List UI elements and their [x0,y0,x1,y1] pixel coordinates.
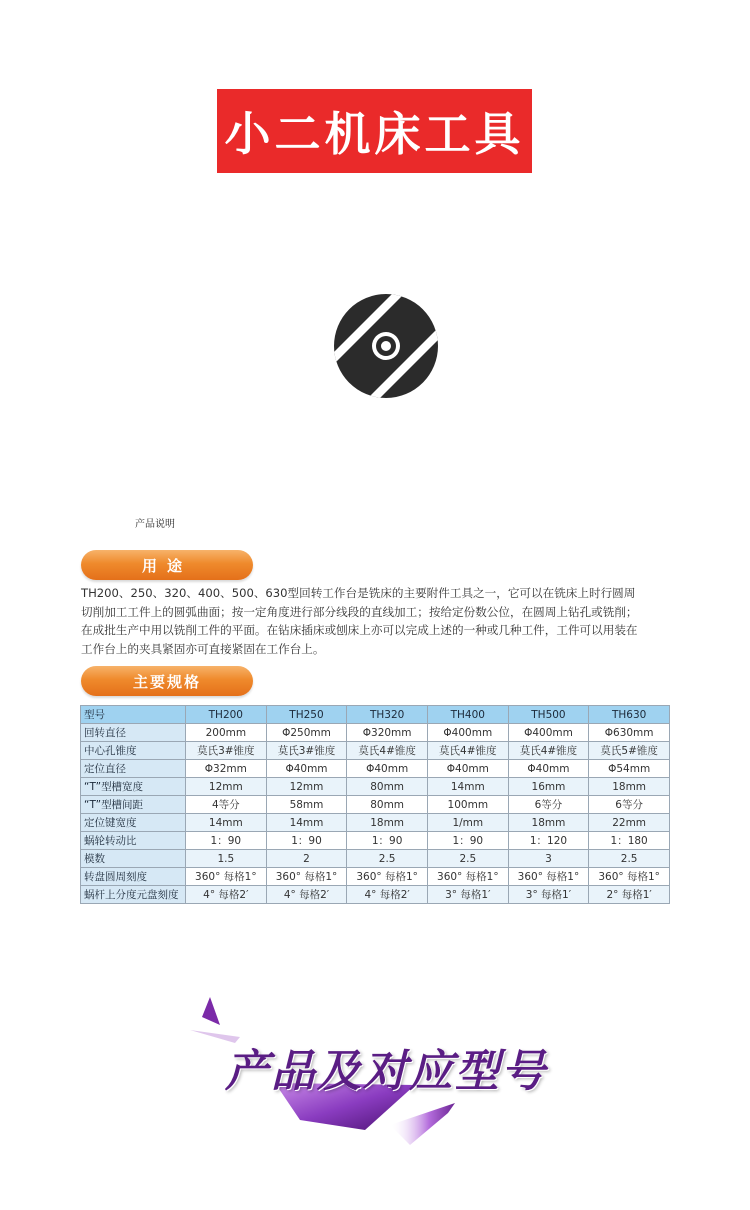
table-cell: 12mm [186,778,267,796]
table-cell: 4° 每格2′ [186,886,267,904]
table-cell: 6等分 [508,796,589,814]
table-cell: 2.5 [589,850,670,868]
table-cell: 1：90 [266,832,347,850]
table-cell: 14mm [427,778,508,796]
row-label: 中心孔锥度 [81,742,186,760]
table-cell: 4° 每格2′ [266,886,347,904]
header-cell: TH320 [347,706,428,724]
table-cell: Φ400mm [508,724,589,742]
table-cell: 3° 每格1′ [508,886,589,904]
table-cell: 1：90 [347,832,428,850]
table-cell: 2.5 [347,850,428,868]
table-cell: 200mm [186,724,267,742]
table-cell: 360° 每格1° [508,868,589,886]
table-cell: Φ54mm [589,760,670,778]
table-cell: 1：90 [427,832,508,850]
header-cell: TH250 [266,706,347,724]
table-cell: 2 [266,850,347,868]
table-cell: Φ400mm [427,724,508,742]
row-label: 定位键宽度 [81,814,186,832]
table-cell: 4° 每格2′ [347,886,428,904]
table-cell: Φ320mm [347,724,428,742]
table-cell: Φ40mm [427,760,508,778]
table-cell: 360° 每格1° [266,868,347,886]
section-spec-title: 主要规格 [132,672,201,691]
row-label: 转盘圆周刻度 [81,868,186,886]
table-cell: Φ250mm [266,724,347,742]
description-line: 切削加工工件上的圆弧曲面；按一定角度进行部分线段的直线加工；按给定份数公位，在圆周上钻孔或铣削； [81,604,638,619]
table-cell: 16mm [508,778,589,796]
table-cell: 80mm [347,796,428,814]
table-cell: Φ630mm [589,724,670,742]
table-row [81,760,670,778]
table-cell: 58mm [266,796,347,814]
table-row [81,832,670,850]
table-cell: 18mm [508,814,589,832]
table-cell: 6等分 [589,796,670,814]
row-label: 模数 [81,850,186,868]
bottom-title: 产品及对应型号 [225,1046,547,1097]
description-line: TH200、250、320、400、500、630型回转工作台是铣床的主要附件工具之一，它可以在铣床上时行圆周 [81,586,636,600]
table-cell: 14mm [186,814,267,832]
table-cell: 1：180 [589,832,670,850]
table-row [81,886,670,904]
table-cell: 22mm [589,814,670,832]
table-cell: 3° 每格1′ [427,886,508,904]
table-cell: 莫氏3#锥度 [186,742,267,760]
table-cell: 18mm [589,778,670,796]
table-row [81,868,670,886]
table-cell: 14mm [266,814,347,832]
table-row [81,742,670,760]
description-line: 工作台上的夹具紧固亦可直接紧固在工作台上。 [81,641,325,656]
table-row [81,724,670,742]
header-cell: 型号 [81,706,186,724]
table-cell: 12mm [266,778,347,796]
table-cell: 80mm [347,778,428,796]
table-cell: 1/mm [427,814,508,832]
table-cell: 360° 每格1° [186,868,267,886]
header-cell: TH630 [589,706,670,724]
header-cell: TH200 [186,706,267,724]
table-cell: 2° 每格1′ [589,886,670,904]
table-cell: 莫氏4#锥度 [427,742,508,760]
row-label: 蜗杆上分度元盘刻度 [81,886,186,904]
table-cell: 1：120 [508,832,589,850]
table-cell: 360° 每格1° [427,868,508,886]
header-cell: TH500 [508,706,589,724]
row-label: “T”型槽宽度 [81,778,186,796]
table-cell: Φ32mm [186,760,267,778]
table-cell: 2.5 [427,850,508,868]
description [81,584,671,658]
table-cell: 3 [508,850,589,868]
table-header-row [81,706,670,724]
table-row [81,778,670,796]
table-cell: 18mm [347,814,428,832]
table-cell: Φ40mm [508,760,589,778]
table-cell: 360° 每格1° [589,868,670,886]
table-cell: 1.5 [186,850,267,868]
row-label: 回转直径 [81,724,186,742]
table-cell: 4等分 [186,796,267,814]
spec-table [80,705,670,904]
title-banner [217,89,532,173]
table-cell: 莫氏5#锥度 [589,742,670,760]
disc-logo-icon [333,293,439,399]
header-cell: TH400 [427,706,508,724]
table-cell: Φ40mm [266,760,347,778]
section-usage-title: 用途 [141,556,192,575]
table-row [81,814,670,832]
banner-title: 小二机床工具 [224,107,525,161]
table-cell: 莫氏4#锥度 [508,742,589,760]
table-row [81,850,670,868]
table-cell: Φ40mm [347,760,428,778]
section-spec-header [81,666,253,696]
table-cell: 100mm [427,796,508,814]
table-row [81,796,670,814]
row-label: 定位直径 [81,760,186,778]
product-label: 产品说明 [135,519,175,530]
table-cell: 莫氏4#锥度 [347,742,428,760]
description-line: 在成批生产中用以铣削工件的平面。在钻床插床或刨床上亦可以完成上述的一种或几种工件，工件可以用装在 [81,623,638,638]
section-usage-header [81,550,253,580]
table-cell: 360° 每格1° [347,868,428,886]
table-cell: 1：90 [186,832,267,850]
table-cell: 莫氏3#锥度 [266,742,347,760]
row-label: 蜗轮转动比 [81,832,186,850]
row-label: “T”型槽间距 [81,796,186,814]
